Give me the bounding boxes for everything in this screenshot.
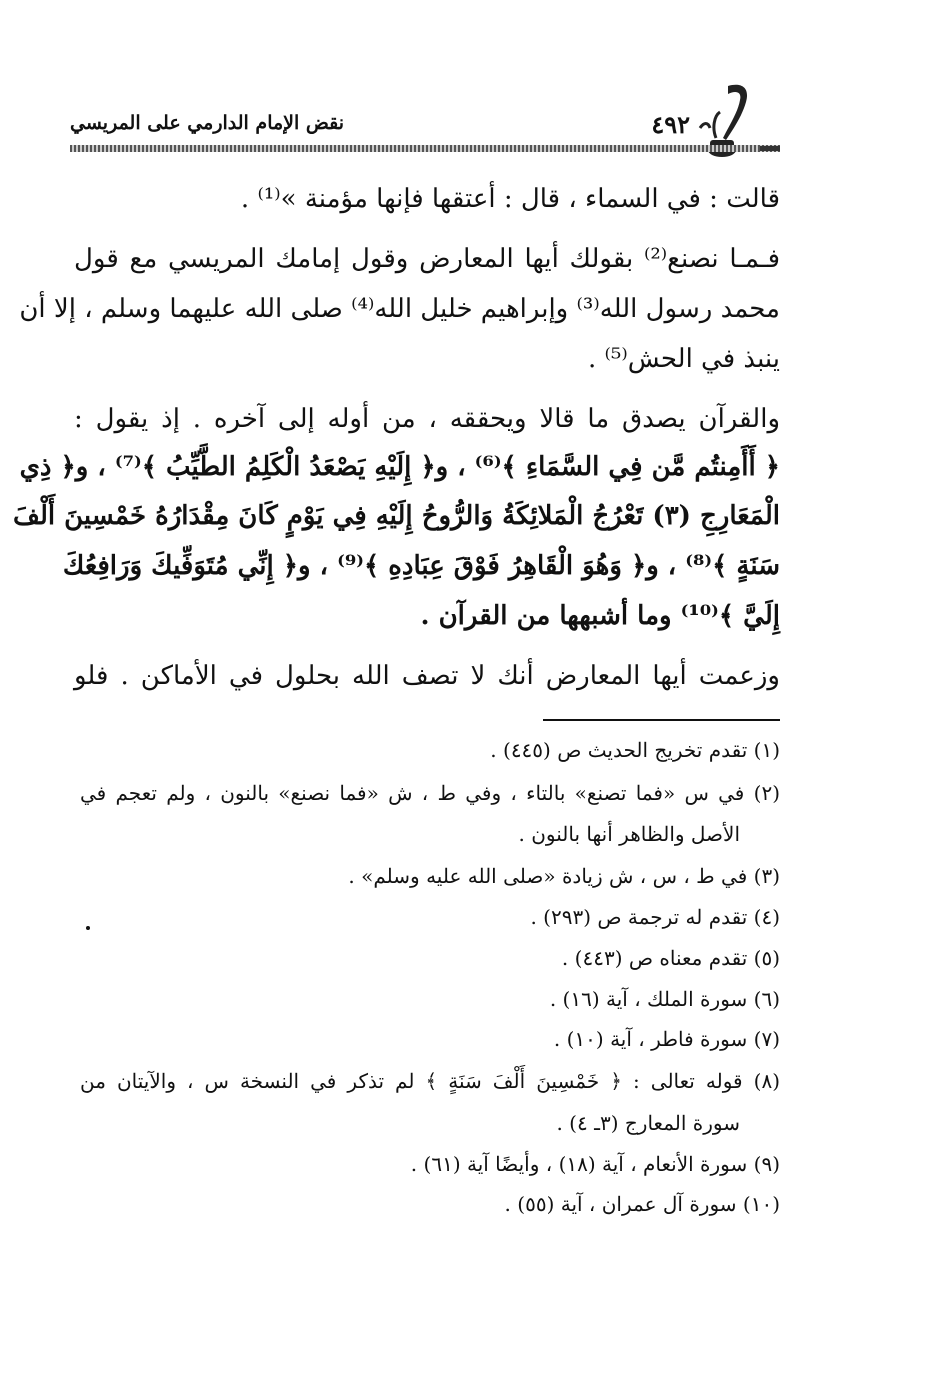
footnote-4: (٤) تقدم له ترجمة ص (٢٩٣) .	[530, 905, 780, 929]
page-number: ٤٩٢	[651, 110, 690, 139]
footnote-2-continued: الأصل والظاهر أنها بالنون .	[518, 822, 740, 846]
body-line-10: وزعمت أيها المعارض أنك لا تصف الله بحلول في الأماكن . فلو	[74, 661, 780, 691]
quran-line-2: الْمَعَارِجِ (٣) تَعْرُجُ الْمَلائِكَةُ وَالرُّوحُ إِلَيْهِ فِي يَوْمٍ كَانَ مِقْدَارُهُ خَمْسِينَ أَلْفَ	[13, 501, 780, 531]
running-header-title: نقض الإمام الدارمي على المريسي	[70, 112, 345, 134]
stray-mark	[86, 926, 90, 930]
footnote-7: (٧) سورة فاطر ، آية (١٠) .	[553, 1027, 780, 1051]
footnote-8: (٨) قوله تعالى : ﴿ خَمْسِينَ أَلْفَ سَنَةٍ ﴾ لم تذكر في النسخة س ، والآيتان من	[80, 1069, 780, 1093]
body-line-4: ينبذ في الحش⁽⁵⁾ .	[587, 344, 780, 374]
footnote-3: (٣) في ط ، س ، ش زيادة «صلى الله عليه وسلم» .	[348, 864, 780, 888]
quran-line-4: إِلَيَّ ﴾⁽¹⁰⁾ وما أشبهها من القرآن .	[420, 601, 780, 631]
quran-line-3: سَنَةٍ ﴾⁽⁸⁾ ، و﴿ وَهُوَ الْقَاهِرُ فَوْقَ عِبَادِهِ ﴾⁽⁹⁾ ، و﴿ إِنِّي مُتَوَفِّيكَ وَرَافِعُكَ	[62, 551, 780, 581]
quran-line-1: ﴿ أَأَمِنتُم مَّن فِي السَّمَاءِ ﴾⁽⁶⁾ ، و﴿ إِلَيْهِ يَصْعَدُ الْكَلِمُ الطَّيِّبُ ﴾⁽⁷⁾ ، و﴿ ذِي	[19, 452, 780, 482]
footnote-8-continued: سورة المعارج (٣ـ ٤) .	[556, 1111, 740, 1135]
header-rule	[70, 145, 780, 152]
quill-inkpot-icon	[690, 78, 760, 168]
footnote-9: (٩) سورة الأنعام ، آية (١٨) ، وأيضًا آية (٦١) .	[410, 1152, 780, 1176]
footnote-10: (١٠) سورة آل عمران ، آية (٥٥) .	[504, 1192, 780, 1216]
body-line-1: قالت : في السماء ، قال : أعتقها فإنها مؤمنة »⁽¹⁾ .	[240, 184, 780, 214]
footnote-5: (٥) تقدم معناه ص (٤٤٣) .	[561, 946, 780, 970]
footnote-separator	[543, 719, 780, 721]
footnote-2: (٢) في س «فما تصنع» بالتاء ، وفي ط ، ش «فما نصنع» بالنون ، ولم تعجم في	[80, 781, 780, 805]
footnote-1: (١) تقدم تخريج الحديث ص (٤٤٥) .	[490, 738, 780, 762]
header-rule-end	[760, 146, 780, 151]
body-line-2: فـمـا نصنع⁽²⁾ بقولك أيها المعارض وقول إمامك المريسي مع قول	[74, 244, 781, 274]
body-line-3: محمد رسول الله⁽³⁾ وإبراهيم خليل الله⁽⁴⁾ صلى الله عليهما وسلم ، إلا أن	[19, 294, 780, 324]
footnote-6: (٦) سورة الملك ، آية (١٦) .	[549, 987, 780, 1011]
body-line-5: والقرآن يصدق ما قالا ويحققه ، من أوله إلى آخره . إذ يقول :	[74, 404, 780, 434]
